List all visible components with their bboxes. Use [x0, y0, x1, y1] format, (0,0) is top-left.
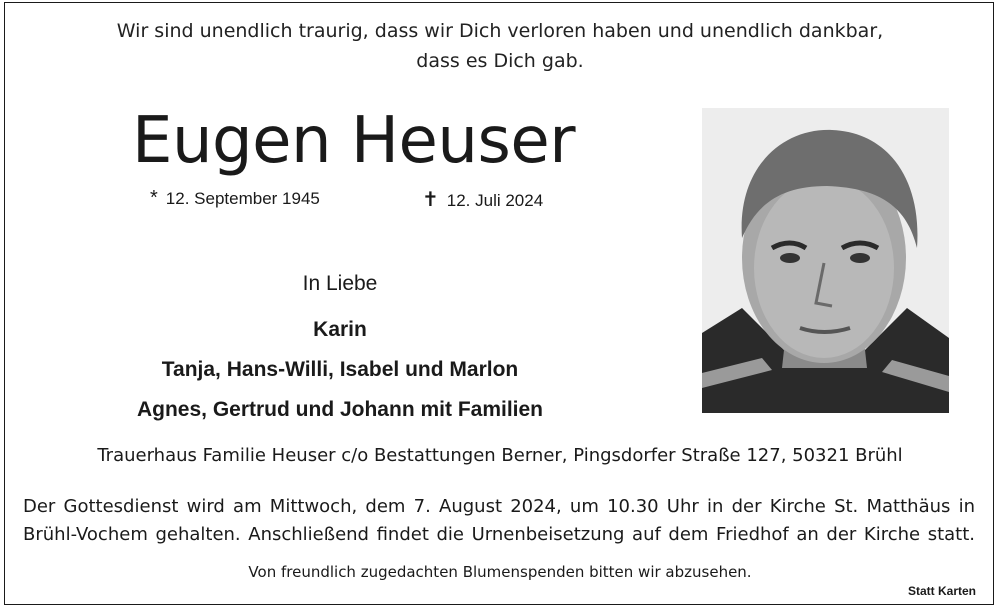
- mourning-house-address: Trauerhaus Familie Heuser c/o Bestattungen Berner, Pingsdorfer Straße 127, 50321 Brühl: [97, 445, 903, 466]
- flowers-note: Von freundlich zugedachten Blumenspenden bitten wir abzusehen.: [248, 563, 752, 581]
- deceased-name: Eugen Heuser: [132, 104, 575, 178]
- service-line-2: Brühl-Vochem gehalten. Anschließend findet die Urnenbeisetzung auf dem Friedhof an der Kirche statt.: [23, 524, 975, 545]
- birth-date: 12. September 1945: [165, 189, 320, 208]
- intro-text: [10, 16, 990, 76]
- birth-star-icon: *: [150, 187, 158, 209]
- intro-line-2: dass es Dich gab.: [416, 50, 584, 72]
- intro-line-1: Wir sind unendlich traurig, dass wir Dich verloren haben und unendlich dankbar,: [116, 20, 884, 42]
- service-line-1: Der Gottesdienst wird am Mittwoch, dem 7. August 2024, um 10.30 Uhr in der Kirche St. Matthäus in: [23, 496, 975, 517]
- mourner-line: Agnes, Gertrud und Johann mit Familien: [136, 398, 544, 421]
- mourners-block: [80, 270, 600, 430]
- death-date-group: [422, 187, 543, 212]
- portrait-icon: [702, 108, 949, 413]
- statt-karten-label: Statt Karten: [907, 584, 976, 598]
- mourner-line: Tanja, Hans-Willi, Isabel und Marlon: [161, 358, 519, 381]
- birth-date-group: [150, 187, 320, 210]
- cross-icon: ✝: [422, 189, 439, 211]
- death-date: 12. Juli 2024: [446, 191, 544, 210]
- mourner-line: Karin: [313, 318, 367, 341]
- service-details: [23, 493, 975, 549]
- portrait-photo: [702, 108, 949, 413]
- mourners-intro: In Liebe: [302, 272, 378, 295]
